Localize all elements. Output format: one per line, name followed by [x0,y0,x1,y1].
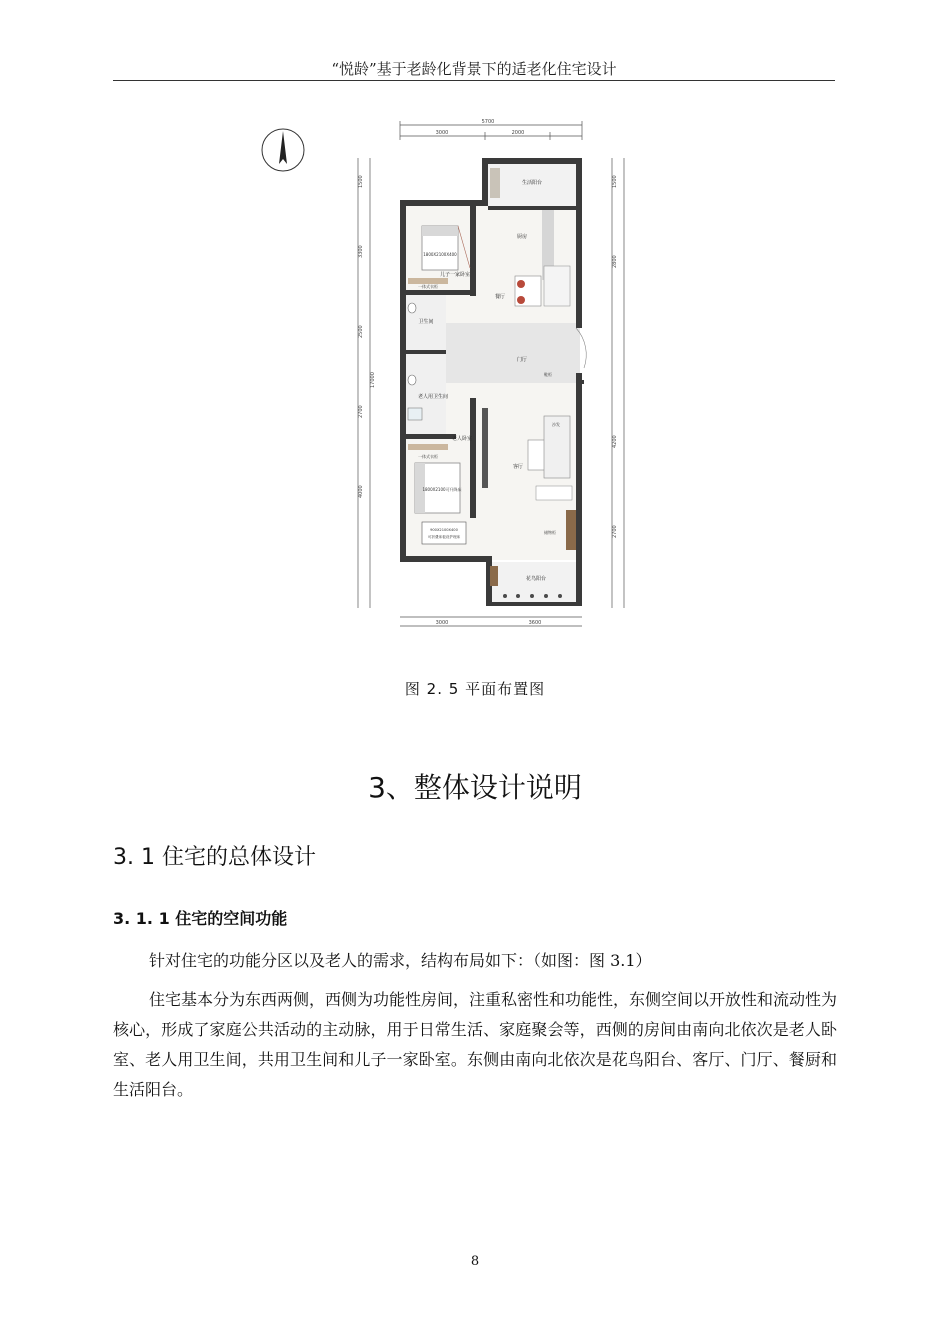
figure-caption: 图 2. 5 平面布置图 [404,680,546,698]
room-garden-balcony: 花鸟阳台 [525,576,547,582]
paragraph-intro: 针对住宅的功能分区以及老人的需求，结构布局如下：（如图：图 3.1） [149,951,652,970]
sofa-label: 沙发 [552,422,560,427]
dim-right-b: 2800 [612,255,618,268]
bed-note-2: 可折叠床板设护理床 [427,535,461,539]
room-elder-bedroom: 老人卧室 [451,436,473,442]
right-dimension-labels [612,175,618,538]
room-foyer: 门厅 [516,357,528,363]
garden-balcony [490,562,576,602]
dim-top-a: 3000 [435,130,449,136]
room-dining: 餐厅 [494,294,506,300]
dim-left-b: 3300 [358,245,364,258]
dim-left-c: 2500 [358,325,364,338]
dim-right-a: 1500 [612,175,618,188]
north-arrow-icon [262,129,304,171]
dim-right-c: 4200 [612,435,618,448]
room-son-bedroom: 儿子一家卧室 [439,272,471,278]
bed-note-1: 900X2100X400 [430,528,458,532]
section-heading-1: 3、整体设计说明 [368,771,582,804]
room-elder-bathroom: 老人用卫生间 [417,394,449,400]
section-heading-3: 3. 1. 1 住宅的空间功能 [113,909,288,928]
dim-top-b: 2000 [511,130,525,136]
wardrobe-top-label: 一体式衣柜 [418,284,438,289]
dim-left-d: 2700 [358,405,364,418]
floor-plan-figure [250,118,700,626]
bed-bottom-label: 1800X2100可升降床 [422,487,462,492]
page-header-title: “悦龄”基于老龄化背景下的适老化住宅设计 [331,60,617,78]
left-dimension-labels [358,175,376,498]
storage-label: 储物柜 [544,530,556,535]
dim-bottom-a: 3000 [435,620,449,626]
service-balcony [488,164,576,206]
dim-left-e: 4000 [358,485,364,498]
foyer-floor [445,323,580,383]
room-service-balcony: 生活阳台 [521,180,543,186]
section-heading-2: 3. 1 住宅的总体设计 [113,845,316,870]
dim-left-a: 1500 [358,175,364,188]
floor-plan-drawing [250,118,700,626]
room-kitchen: 厨房 [516,234,528,240]
dim-total-v: 17000 [370,372,376,388]
page-number: 8 [470,1254,480,1269]
bathrooms [406,295,448,434]
dim-right-d: 2700 [612,525,618,538]
room-living: 客厅 [512,464,524,470]
room-bathroom: 卫生间 [418,319,434,325]
dim-bottom-b: 3600 [528,620,542,626]
bed-top-label: 1800X2100X400 [423,252,457,257]
header-rule [113,80,835,81]
dim-top-total: 5700 [481,119,495,125]
wardrobe-bottom-label: 一体式衣柜 [418,454,438,459]
paragraph-body: 住宅基本分为东西两侧，西侧为功能性房间，注重私密性和功能性，东侧空间以开放性和流动性为核心，形成了家庭公共活动的主动脉，用于日常生活、家庭聚会等，西侧的房间由南向北依次是老人卧室、老人用卫生间，共用卫生间和儿子一家卧室。东侧由南向北依次是花鸟阳台、客厅、门厅、餐厨和生活阳台。 [113,990,838,1099]
shoe-cabinet-label: 鞋柜 [544,372,552,377]
